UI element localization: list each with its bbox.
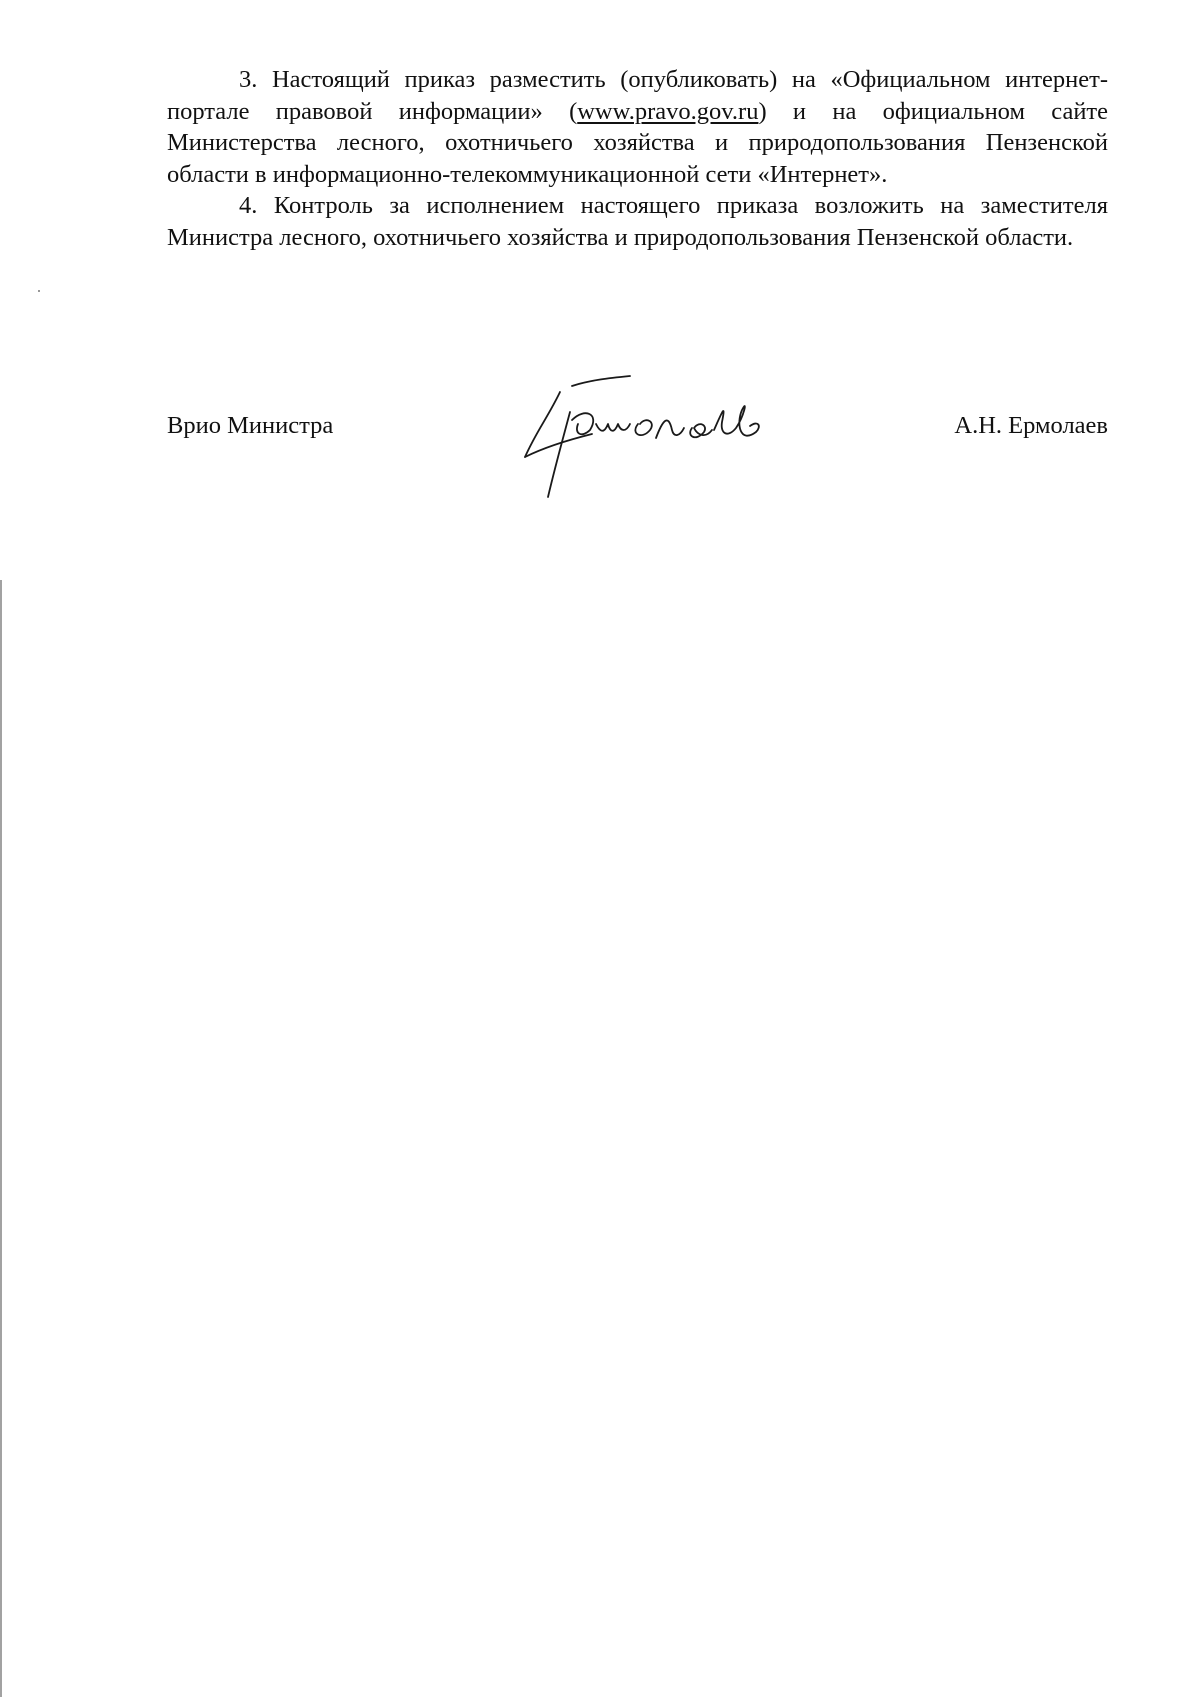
handwritten-signature <box>500 372 800 502</box>
document-body <box>167 64 1108 253</box>
signer-name: А.Н. Ермолаев <box>954 412 1108 439</box>
paragraph-3 <box>167 64 1108 190</box>
paragraph-4: 4. Контроль за исполнением настоящего приказа возложить на заместителя Министра лесного, охотничьего хозяйства и природопользования Пензенской области. <box>167 192 1108 251</box>
paragraph-3-lead: 3. Настоящий приказ разместить (опубликовать) на «Официальном интернет-портале правовой информации» ( <box>167 66 1108 125</box>
scan-edge-line <box>0 580 2 1697</box>
paragraph-3-tail: ) и на официальном сайте Министерства лесного, охотничьего хозяйства и природопользования Пензенской области в информационно-телекоммуникационной сети «Интернет». <box>167 97 1109 188</box>
scan-speck <box>38 290 40 292</box>
pravo-link[interactable]: www.pravo.gov.ru <box>577 97 759 125</box>
signer-position: Врио Министра <box>167 412 334 439</box>
